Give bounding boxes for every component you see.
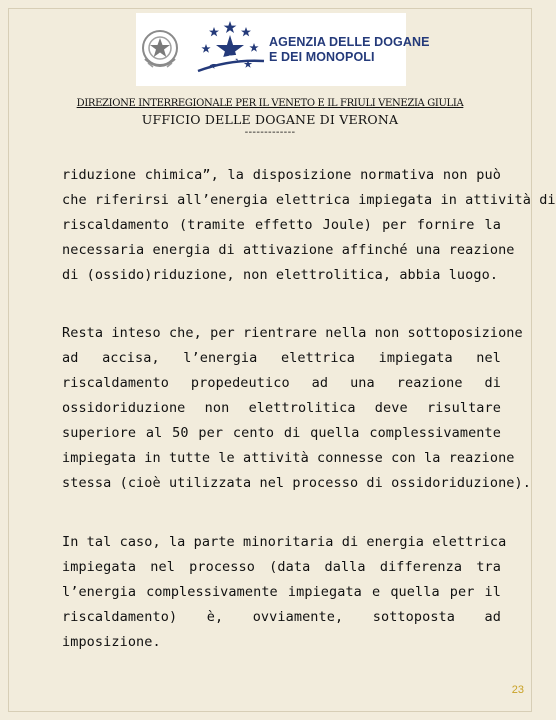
agency-name	[269, 35, 430, 65]
paragraph	[62, 163, 556, 288]
paragraph	[62, 321, 531, 496]
heading-separator: -------------	[244, 127, 296, 138]
directorate-heading: DIREZIONE INTERREGIONALE PER IL VENETO E IL FRIULI VENEZIA GIULIA	[76, 98, 464, 109]
text-line: superiore al 50 per cento di quella complessivamente	[62, 425, 501, 441]
text-line: In tal caso, la parte minoritaria di energia elettrica	[62, 534, 507, 550]
italian-republic-emblem-icon	[139, 27, 181, 73]
text-line: riscaldamento propedeutico ad una reazione di	[62, 375, 501, 391]
text-line: riscaldamento (tramite effetto Joule) per fornire la	[62, 217, 501, 233]
agency-name-line-1: AGENZIA DELLE DOGANE	[269, 35, 430, 49]
text-line: Resta inteso che, per rientrare nella non sottoposizione	[62, 325, 523, 341]
page-number: 23	[511, 684, 524, 696]
paragraph	[62, 530, 507, 655]
text-line: impiegata nel processo (data dalla differenza tra	[62, 559, 501, 575]
office-heading: UFFICIO DELLE DOGANE DI VERONA	[141, 112, 399, 127]
agency-star-logo-icon	[194, 17, 266, 81]
text-line: impiegata in tutte le attività connesse con la reazione	[62, 450, 515, 466]
agency-name-line-2: E DEI MONOPOLI	[269, 50, 375, 64]
text-line: di (ossido)riduzione, non elettrolitica, abbia luogo.	[62, 267, 499, 283]
text-line: riduzione chimica”, la disposizione normativa non può	[62, 167, 501, 183]
text-line: che riferirsi all’energia elettrica impiegata in attività di	[62, 192, 556, 208]
text-line: stessa (cioè utilizzata nel processo di ossidoriduzione).	[62, 475, 531, 491]
text-line: necessaria energia di attivazione affinché una reazione	[62, 242, 515, 258]
agency-logo	[136, 13, 430, 86]
text-line: imposizione.	[62, 634, 161, 650]
text-line: ossidoriduzione non elettrolitica deve risultare	[62, 400, 501, 416]
text-line: l’energia complessivamente impiegata e quella per il	[62, 584, 501, 600]
text-line: ad accisa, l’energia elettrica impiegata nel	[62, 350, 501, 366]
text-line: riscaldamento) è, ovviamente, sottoposta ad	[62, 609, 501, 625]
